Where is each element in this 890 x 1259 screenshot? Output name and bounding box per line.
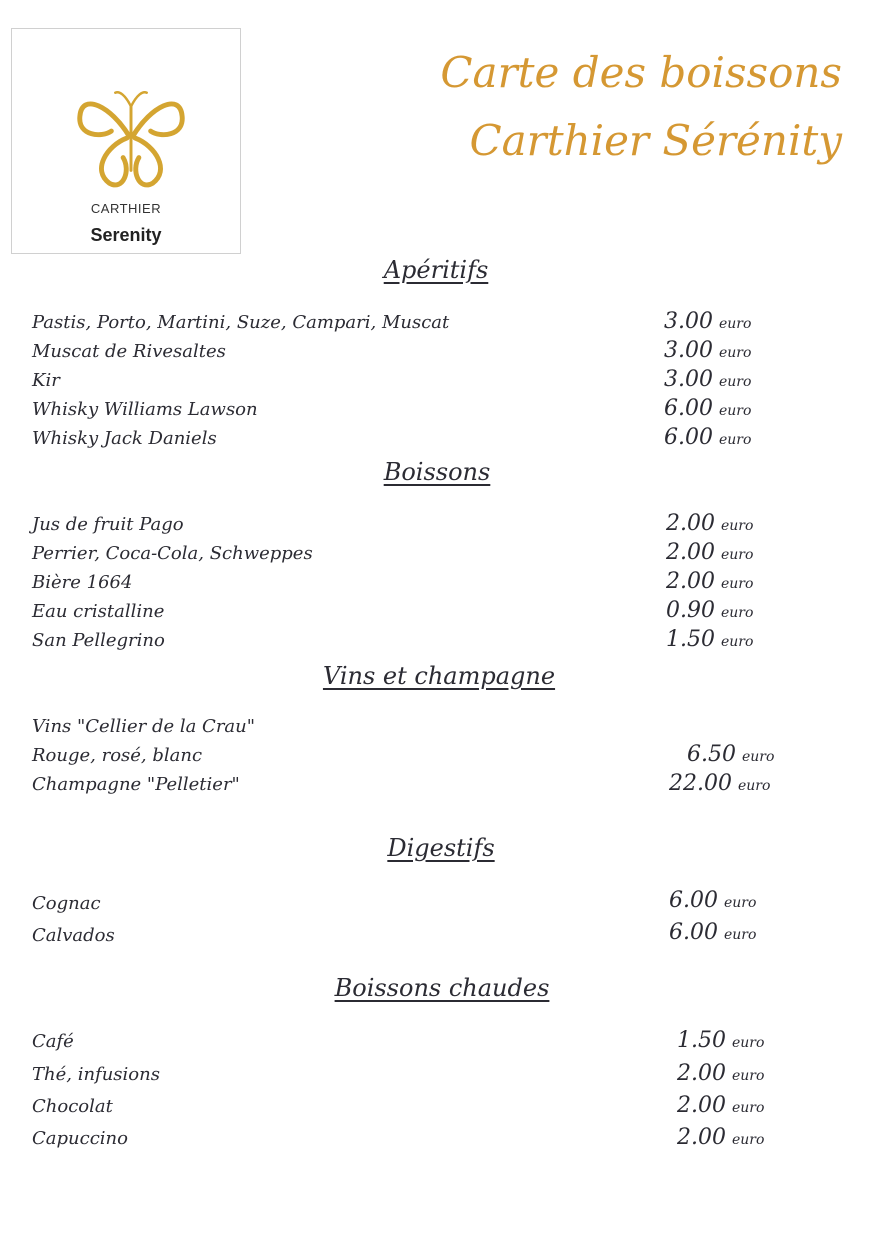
menu-price: 1.50 euro bbox=[677, 1028, 765, 1053]
menu-price: 6.00 euro bbox=[669, 888, 757, 913]
menu-item: Capuccino bbox=[32, 1128, 128, 1149]
menu-price: 2.00 euro bbox=[666, 569, 754, 594]
menu-item: Eau cristalline bbox=[32, 601, 165, 622]
menu-item: Muscat de Rivesaltes bbox=[32, 341, 226, 362]
menu-price: 3.00 euro bbox=[664, 367, 752, 392]
menu-item: Perrier, Coca-Cola, Schweppes bbox=[32, 543, 313, 564]
menu-price: 6.00 euro bbox=[664, 425, 752, 450]
logo-name: Serenity bbox=[90, 225, 162, 245]
page-title-line1: Carte des boissons bbox=[440, 48, 842, 97]
logo-brand: CARTHIER bbox=[90, 201, 162, 216]
section-title-boissons-chaudes: Boissons chaudes bbox=[334, 974, 550, 1002]
menu-item: San Pellegrino bbox=[32, 630, 165, 651]
menu-price: 2.00 euro bbox=[666, 511, 754, 536]
menu-price: 6.50 euro bbox=[687, 742, 775, 767]
butterfly-logo-icon bbox=[72, 77, 190, 195]
menu-price: 2.00 euro bbox=[677, 1061, 765, 1086]
section-title-digestifs: Digestifs bbox=[387, 834, 495, 862]
menu-price: 0.90 euro bbox=[666, 598, 754, 623]
menu-item: Bière 1664 bbox=[32, 572, 133, 593]
menu-item: Thé, infusions bbox=[32, 1064, 160, 1085]
menu-price: 1.50 euro bbox=[666, 627, 754, 652]
menu-item: Cognac bbox=[32, 893, 101, 914]
menu-item: Champagne "Pelletier" bbox=[32, 774, 240, 795]
section-title-aperitifs: Apéritifs bbox=[383, 256, 489, 284]
menu-item: Whisky Jack Daniels bbox=[32, 428, 217, 449]
menu-price: 22.00 euro bbox=[669, 771, 771, 796]
section-title-vins: Vins et champagne bbox=[322, 662, 556, 690]
menu-item: Kir bbox=[32, 370, 60, 391]
menu-price: 2.00 euro bbox=[666, 540, 754, 565]
section-title-boissons: Boissons bbox=[383, 458, 491, 486]
menu-item: Chocolat bbox=[32, 1096, 113, 1117]
menu-price: 3.00 euro bbox=[664, 338, 752, 363]
menu-item: Whisky Williams Lawson bbox=[32, 399, 258, 420]
logo-box bbox=[11, 28, 241, 254]
menu-item: Rouge, rosé, blanc bbox=[32, 745, 203, 766]
menu-price: 3.00 euro bbox=[664, 309, 752, 334]
menu-item: Pastis, Porto, Martini, Suze, Campari, Muscat bbox=[32, 312, 450, 333]
menu-price: 2.00 euro bbox=[677, 1125, 765, 1150]
page-title-line2: Carthier Sérénity bbox=[469, 116, 842, 165]
menu-item: Vins "Cellier de la Crau" bbox=[32, 716, 256, 737]
menu-item: Calvados bbox=[32, 925, 115, 946]
menu-item: Jus de fruit Pago bbox=[32, 514, 184, 535]
menu-price: 2.00 euro bbox=[677, 1093, 765, 1118]
menu-price: 6.00 euro bbox=[664, 396, 752, 421]
menu-price: 6.00 euro bbox=[669, 920, 757, 945]
menu-item: Café bbox=[32, 1031, 74, 1052]
